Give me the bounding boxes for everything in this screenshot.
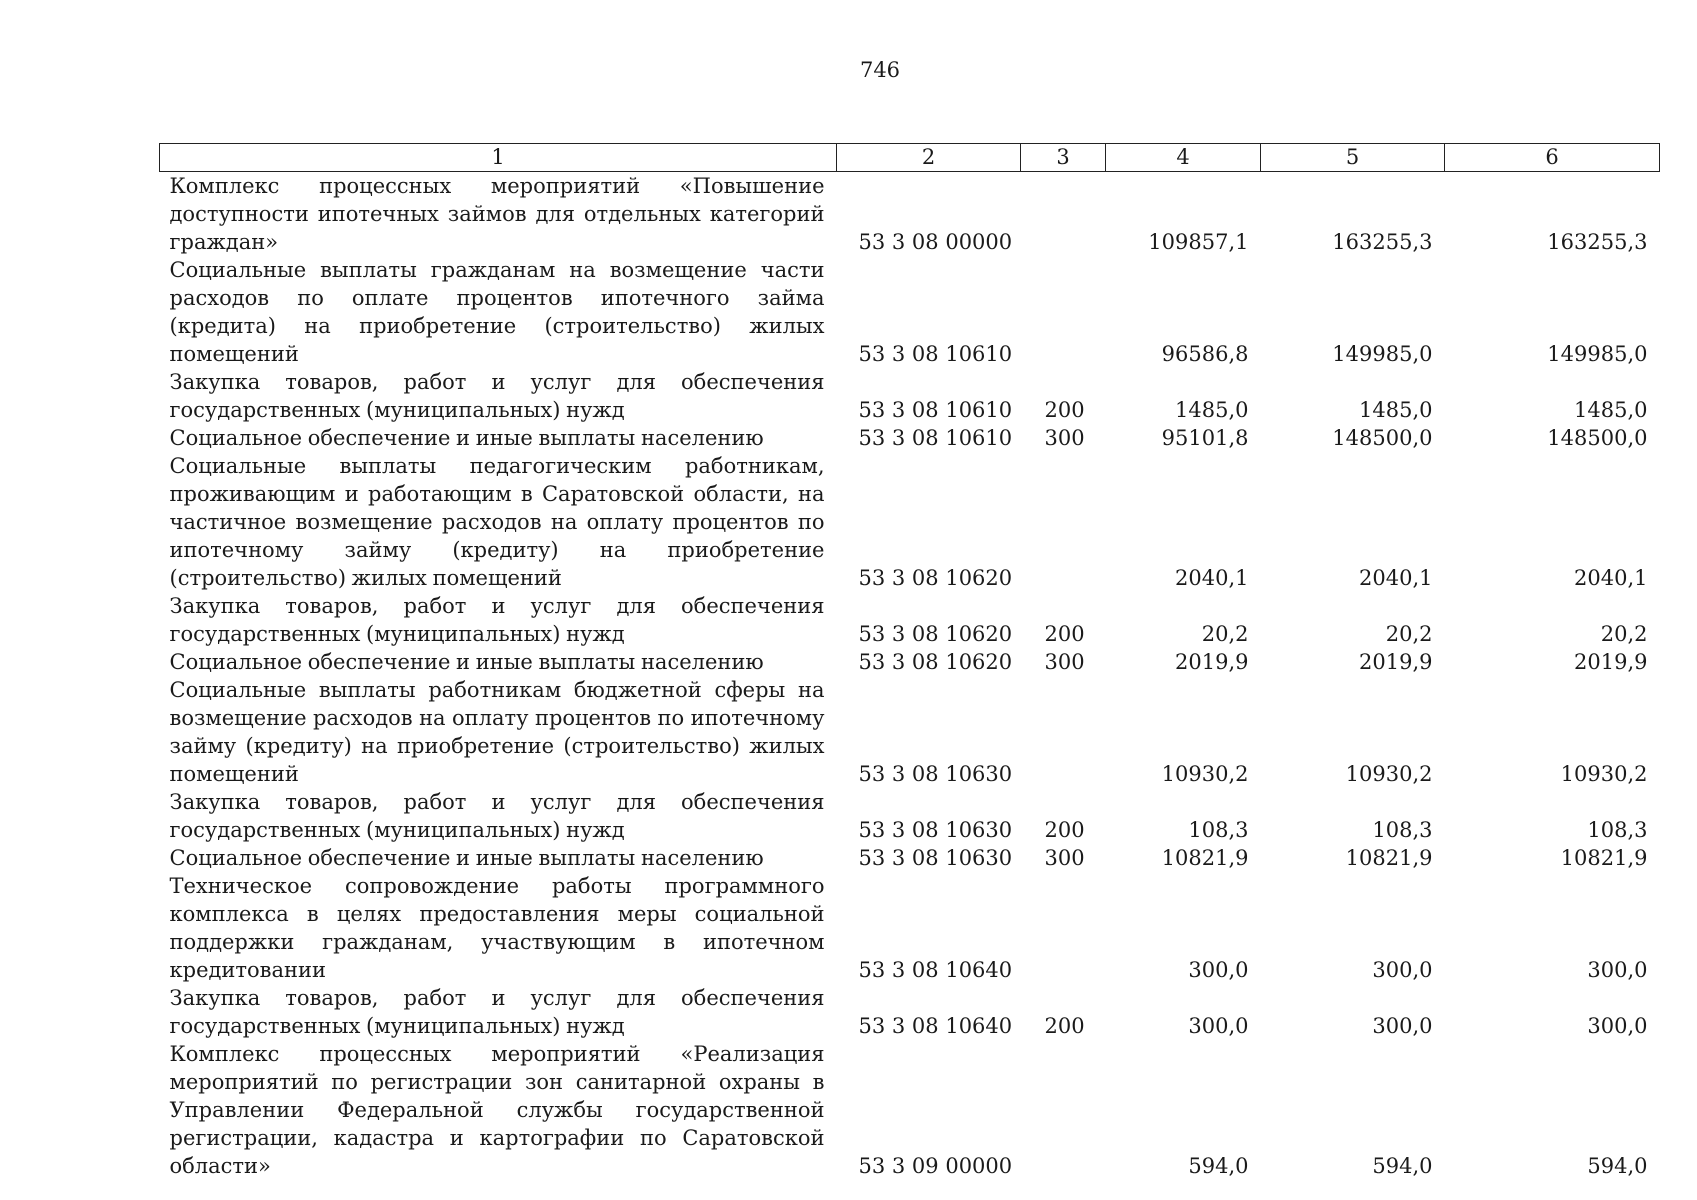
row-value-6: 20,2: [1600, 622, 1648, 646]
column-header-3: 3: [1021, 144, 1106, 172]
row-code: 53 3 09 00000: [858, 1154, 1013, 1178]
row-name: Социальные выплаты работникам бюджетной сферы на возмещение расходов на оплату процентов по ипотечному займу (кредиту) на приобретение (строительство) жилых помещений: [169, 678, 825, 786]
table-row: [160, 788, 1660, 844]
table-row: [160, 984, 1660, 1040]
row-expense-type: [1021, 256, 1106, 368]
row-value-4: 108,3: [1188, 818, 1249, 842]
row-name: Социальное обеспечение и иные выплаты населению: [169, 650, 764, 674]
row-code: 53 3 08 10620: [858, 650, 1013, 674]
column-header-4: 4: [1106, 144, 1261, 172]
row-value-5: 149985,0: [1332, 342, 1433, 366]
row-expense-type: [1021, 1040, 1106, 1180]
row-name: Социальные выплаты гражданам на возмещение части расходов по оплате процентов ипотечного займа (кредита) на приобретение (строительство) жилых помещений: [169, 258, 825, 366]
row-value-5: 10821,9: [1345, 846, 1433, 870]
row-value-4: 109857,1: [1148, 230, 1249, 254]
row-value-6: 108,3: [1587, 818, 1648, 842]
row-name: Социальные выплаты педагогическим работникам, проживающим и работающим в Саратовской области, на частичное возмещение расходов на оплату процентов по ипотечному займу (кредиту) на приобретение (строительство) жилых помещений: [169, 454, 825, 590]
row-value-5: 300,0: [1372, 958, 1433, 982]
table-row: [160, 256, 1660, 368]
row-value-5: 148500,0: [1332, 426, 1433, 450]
table-body: [160, 172, 1660, 1181]
row-expense-type: 200: [1044, 818, 1085, 842]
row-value-4: 1485,0: [1175, 398, 1249, 422]
row-value-4: 95101,8: [1161, 426, 1249, 450]
row-expense-type: 300: [1044, 650, 1085, 674]
table-row: [160, 676, 1660, 788]
row-value-6: 163255,3: [1547, 230, 1648, 254]
row-name: Закупка товаров, работ и услуг для обеспечения государственных (муниципальных) нужд: [169, 986, 825, 1038]
row-name: Комплекс процессных мероприятий «Повышение доступности ипотечных займов для отдельных категорий граждан»: [169, 174, 825, 254]
row-value-5: 20,2: [1385, 622, 1433, 646]
row-value-4: 10930,2: [1161, 762, 1249, 786]
row-code: 53 3 08 10610: [858, 342, 1013, 366]
row-code: 53 3 08 10630: [858, 846, 1013, 870]
row-value-6: 300,0: [1587, 1014, 1648, 1038]
table-row: [160, 452, 1660, 592]
row-value-6: 594,0: [1587, 1154, 1648, 1178]
row-value-6: 148500,0: [1547, 426, 1648, 450]
row-value-6: 10821,9: [1560, 846, 1648, 870]
row-value-4: 96586,8: [1161, 342, 1249, 366]
row-expense-type: 300: [1044, 426, 1085, 450]
row-code: 53 3 08 10640: [858, 958, 1013, 982]
table-row: [160, 172, 1660, 257]
budget-table: [159, 143, 1660, 1180]
table-row: [160, 592, 1660, 648]
row-value-6: 300,0: [1587, 958, 1648, 982]
row-name: Социальное обеспечение и иные выплаты населению: [169, 426, 764, 450]
header-row: [160, 144, 1660, 172]
row-expense-type: 200: [1044, 622, 1085, 646]
row-name: Закупка товаров, работ и услуг для обеспечения государственных (муниципальных) нужд: [169, 370, 825, 422]
table-row: [160, 1040, 1660, 1180]
row-value-5: 1485,0: [1359, 398, 1433, 422]
table-row: [160, 844, 1660, 872]
row-name: Закупка товаров, работ и услуг для обеспечения государственных (муниципальных) нужд: [169, 594, 825, 646]
table-row: [160, 648, 1660, 676]
row-value-4: 2019,9: [1175, 650, 1249, 674]
row-code: 53 3 08 00000: [858, 230, 1013, 254]
column-header-2: 2: [837, 144, 1021, 172]
row-code: 53 3 08 10630: [858, 818, 1013, 842]
table-row: [160, 424, 1660, 452]
row-expense-type: [1021, 872, 1106, 984]
row-value-4: 300,0: [1188, 1014, 1249, 1038]
row-value-4: 594,0: [1188, 1154, 1249, 1178]
row-value-6: 2019,9: [1574, 650, 1648, 674]
row-expense-type: 300: [1044, 846, 1085, 870]
row-value-6: 2040,1: [1574, 566, 1648, 590]
row-name: Социальное обеспечение и иные выплаты населению: [169, 846, 764, 870]
row-value-5: 163255,3: [1332, 230, 1433, 254]
row-code: 53 3 08 10610: [858, 426, 1013, 450]
column-header-5: 5: [1261, 144, 1445, 172]
row-value-6: 10930,2: [1560, 762, 1648, 786]
row-expense-type: [1021, 452, 1106, 592]
table-header: [160, 144, 1660, 172]
row-name: Закупка товаров, работ и услуг для обеспечения государственных (муниципальных) нужд: [169, 790, 825, 842]
row-value-5: 2019,9: [1359, 650, 1433, 674]
row-code: 53 3 08 10620: [858, 566, 1013, 590]
row-code: 53 3 08 10630: [858, 762, 1013, 786]
row-expense-type: 200: [1044, 1014, 1085, 1038]
row-code: 53 3 08 10640: [858, 1014, 1013, 1038]
row-value-6: 1485,0: [1574, 398, 1648, 422]
row-code: 53 3 08 10620: [858, 622, 1013, 646]
table-row: [160, 872, 1660, 984]
row-value-5: 10930,2: [1345, 762, 1433, 786]
row-value-6: 149985,0: [1547, 342, 1648, 366]
row-name: Техническое сопровождение работы программного комплекса в целях предоставления меры социальной поддержки гражданам, участвующим в ипотечном кредитовании: [169, 874, 825, 982]
row-value-5: 300,0: [1372, 1014, 1433, 1038]
row-value-5: 2040,1: [1359, 566, 1433, 590]
row-code: 53 3 08 10610: [858, 398, 1013, 422]
row-value-4: 10821,9: [1161, 846, 1249, 870]
column-header-6: 6: [1445, 144, 1660, 172]
row-value-5: 594,0: [1372, 1154, 1433, 1178]
row-expense-type: [1021, 172, 1106, 257]
row-value-5: 108,3: [1372, 818, 1433, 842]
row-expense-type: 200: [1044, 398, 1085, 422]
row-name: Комплекс процессных мероприятий «Реализация мероприятий по регистрации зон санитарной охраны в Управлении Федеральной службы государственной регистрации, кадастра и картографии по Саратовской области»: [169, 1042, 825, 1178]
row-value-4: 2040,1: [1175, 566, 1249, 590]
column-header-1: 1: [160, 144, 837, 172]
table-row: [160, 368, 1660, 424]
row-value-4: 300,0: [1188, 958, 1249, 982]
page-number: 746: [859, 58, 901, 82]
row-value-4: 20,2: [1201, 622, 1249, 646]
row-expense-type: [1021, 676, 1106, 788]
